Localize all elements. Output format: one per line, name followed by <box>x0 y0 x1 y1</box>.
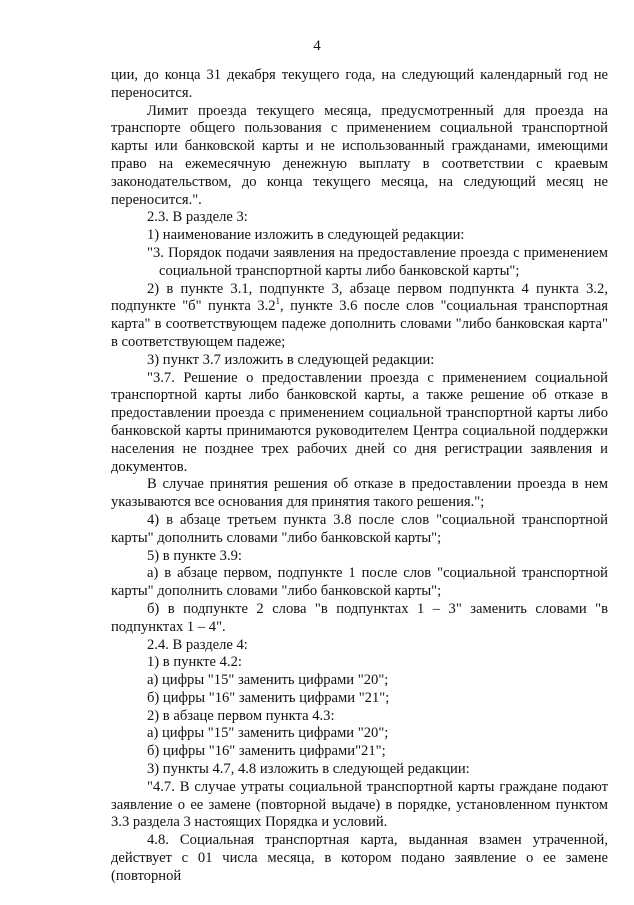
paragraph: б) в подпункте 2 слова "в подпунктах 1 – 3" заменить словами "в подпунктах 1 – 4". <box>111 600 608 635</box>
paragraph: 2) в абзаце первом пункта 4.3: <box>147 707 335 724</box>
paragraph: 2.3. В разделе 3: <box>147 209 248 226</box>
paragraph: а) цифры "15" заменить цифрами "20"; <box>147 725 389 742</box>
paragraph: В случае принятия решения об отказе в предоставлении проезда в нем указываются все основания для принятия такого решения."; <box>111 476 608 511</box>
paragraph: "3.7. Решение о предоставлении проезда с применением социальной транспортной карты либо банковской карты, а также решение об отказе в предоставлении проезда с применением социальной транспортной карты либо банковской карты принимаются руководителем Центра социальной поддержки населения не позднее трех рабочих дней со дня регистрации заявления и документов. <box>111 369 608 475</box>
paragraph: 4.8. Социальная транспортная карта, выданная взамен утраченной, действует с 01 числа месяца, в котором подано заявление о ее замене (повторной <box>111 832 608 884</box>
paragraph: 1) в пункте 4.2: <box>147 654 242 671</box>
superscript: 1 <box>275 296 281 307</box>
paragraph: а) в абзаце первом, подпункте 1 после слов "социальной транспортной карты" дополнить словами "либо банковской карты"; <box>111 565 608 600</box>
paragraph: а) цифры "15" заменить цифрами "20"; <box>147 672 389 689</box>
paragraph-text: , пункте 3.6 после слов "социальная транспортная карта" в соответствующем падеже дополнить словами "либо банковская карта" в соответствующем падеже; <box>111 298 608 350</box>
paragraph: "3. Порядок подачи заявления на предоставление проезда с применением социальной транспортной карты либо банковской карты"; <box>147 244 608 279</box>
paragraph-text: 2) в пункте 3.1, подпункте 3, абзаце первом подпункта 4 пункта 3.2, подпункте "б" пункта 3.2 <box>111 280 608 315</box>
paragraph: 3) пункт 3.7 изложить в следующей редакции: <box>147 351 435 368</box>
paragraph: Лимит проезда текущего месяца, предусмотренный для проезда на транспорте общего пользования с применением социальной транспортной карты или банковской карты и не использованный гражданами, имеющими право на ежемесячную денежную выплату в соответствии с краевым законодательством, до конца текущего месяца, на следующий месяц не переносится.". <box>111 102 608 208</box>
document-body <box>111 67 608 886</box>
paragraph: б) цифры "16" заменить цифрами "21"; <box>147 689 390 706</box>
paragraph: 2.4. В разделе 4: <box>147 636 248 653</box>
paragraph: 5) в пункте 3.9: <box>147 547 242 564</box>
paragraph: "4.7. В случае утраты социальной транспортной карты граждане подают заявление о ее замене (повторной выдаче) в порядке, установленном пунктом 3.3 раздела 3 настоящих Порядка и условий. <box>111 778 608 831</box>
paragraph: ции, до конца 31 декабря текущего года, на следующий календарный год не переносится. <box>111 67 608 101</box>
paragraph: 3) пункты 4.7, 4.8 изложить в следующей редакции: <box>147 761 470 778</box>
paragraph: 1) наименование изложить в следующей редакции: <box>147 227 465 244</box>
paragraph: б) цифры "16" заменить цифрами"21"; <box>147 743 386 760</box>
paragraph: 4) в абзаце третьем пункта 3.8 после слов "социальной транспортной карты" дополнить словами "либо банковской карты"; <box>111 511 608 546</box>
paragraph <box>111 281 608 352</box>
page-number: 4 <box>313 38 321 54</box>
